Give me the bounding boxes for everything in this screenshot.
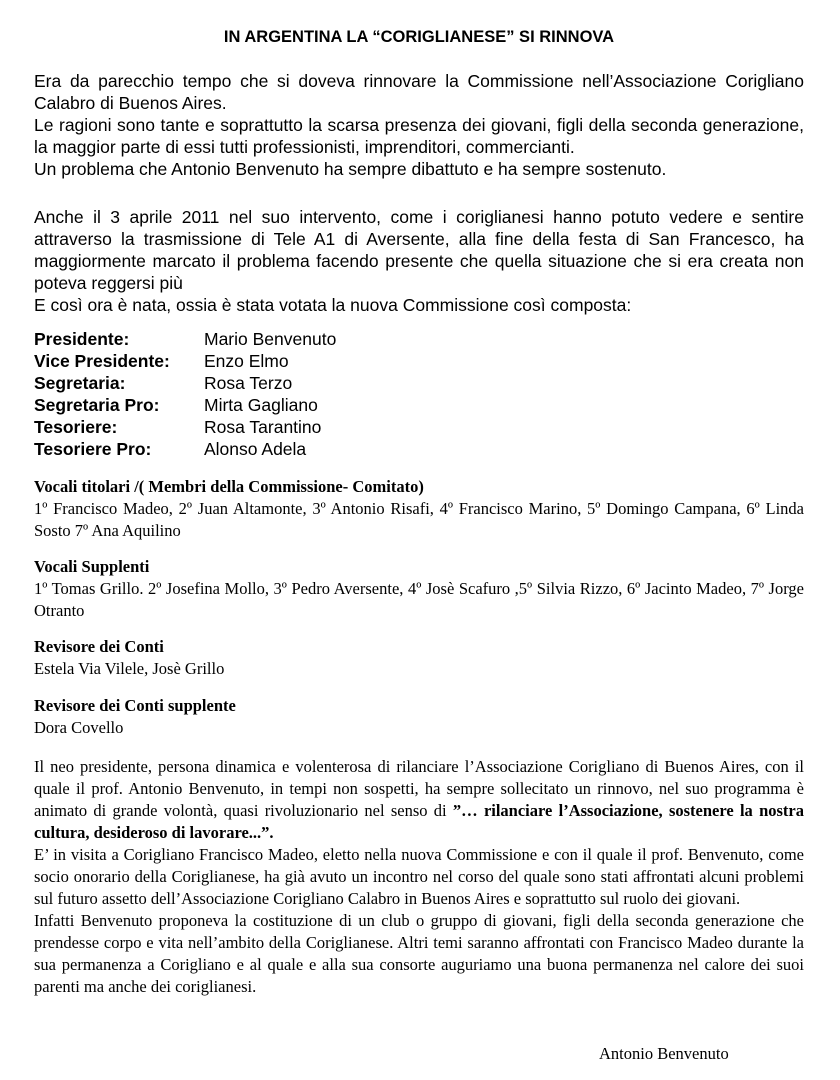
section-heading: Revisore dei Conti <box>34 637 164 656</box>
role-label: Tesoriere Pro: <box>34 439 152 459</box>
closing-paragraph-3: Infatti Benvenuto proponeva la costituzione di un club o gruppo di giovani, figli della seconda generazione che prendesse corpo e vita nell’ambito della Coriglianese. Altri temi saranno affrontati con Francisco Madeo durante la sua permanenza a Corigliano e al quale e alla sua consorte auguriamo una buona permanenza nel calore dei suoi parenti ma anche dei coriglianesi. <box>34 911 804 996</box>
role-row <box>34 350 804 372</box>
closing-paragraph-1 <box>34 756 804 844</box>
role-label: Vice Presidente: <box>34 351 170 371</box>
role-name: Mario Benvenuto <box>204 329 337 349</box>
intro-paragraph-4: Anche il 3 aprile 2011 nel suo intervento, come i coriglianesi hanno potuto vedere e sentire attraverso la trasmissione di Tele A1 di Aversente, alla fine della festa di San Francesco, ha maggiormente marcato il problema facendo presente che quella situazione che si era creata non poteva reggersi più <box>34 207 804 293</box>
role-name: Rosa Tarantino <box>204 417 322 437</box>
intro-paragraph-2: Le ragioni sono tante e soprattutto la scarsa presenza dei giovani, figli della seconda generazione, la maggior parte di essi tutti professionisti, imprenditori, commercianti. <box>34 115 804 157</box>
role-row <box>34 394 804 416</box>
section-heading: Vocali titolari /( Membri della Commissione- Comitato) <box>34 477 424 496</box>
closing-text: Il neo presidente, persona dinamica e volenterosa di rilanciare l’Associazione Corigliano di Buenos Aires, con il quale il prof. Antonio Benvenuto, in tempi non sospetti, ha sempre sollecitato un rinnovo, nel suo programma è animato di grande volontà, quasi rivoluzionario nel senso di <box>34 757 804 820</box>
role-name: Enzo Elmo <box>204 351 289 371</box>
role-row <box>34 328 804 350</box>
section-text: 1º Tomas Grillo. 2º Josefina Mollo, 3º Pedro Aversente, 4º Josè Scafuro ,5º Silvia Rizzo, 6º Jacinto Madeo, 7º Jorge Otranto <box>34 579 804 620</box>
closing-section <box>34 756 804 998</box>
intro-paragraph-3: Un problema che Antonio Benvenuto ha sempre dibattuto e ha sempre sostenuto. <box>34 159 667 179</box>
article-title: IN ARGENTINA LA “CORIGLIANESE” SI RINNOVA <box>223 28 615 46</box>
role-name: Mirta Gagliano <box>204 395 318 415</box>
role-label: Segretaria: <box>34 373 126 393</box>
intro-paragraph-1: Era da parecchio tempo che si doveva rinnovare la Commissione nell’Associazione Corigliano Calabro di Buenos Aires. <box>34 71 804 113</box>
section-text: Estela Via Vilele, Josè Grillo <box>34 659 225 678</box>
closing-paragraph-2: E’ in visita a Corigliano Francisco Madeo, eletto nella nuova Commissione e con il quale il prof. Benvenuto, come socio onorario della Coriglianese, ha già avuto un incontro nel corso del quale sono stati affrontati alcuni problemi sul futuro assetto dell’Associazione Corigliano Calabro in Buenos Aires e soprattutto sul ruolo dei giovani. <box>34 845 804 908</box>
role-row <box>34 372 804 394</box>
intro-section-2 <box>34 206 804 316</box>
intro-section <box>34 70 804 180</box>
closing-quote: ”… rilanciare l’Associazione, sostenere la nostra cultura, desideroso di lavorare...”. <box>34 801 805 842</box>
roles-list <box>34 328 804 460</box>
section-text: Dora Covello <box>34 718 124 737</box>
role-label: Presidente: <box>34 329 130 349</box>
signature: Antonio Benvenuto <box>599 1044 729 1063</box>
section-text: 1º Francisco Madeo, 2º Juan Altamonte, 3º Antonio Risafi, 4º Francisco Marino, 5º Domingo Campana, 6º Linda Sosto 7º Ana Aquilino <box>34 499 804 540</box>
vocali-titolari-section <box>34 476 804 542</box>
revisore-section <box>34 636 804 680</box>
role-row <box>34 416 804 438</box>
role-label: Tesoriere: <box>34 417 118 437</box>
role-name: Rosa Terzo <box>204 373 293 393</box>
section-heading: Revisore dei Conti supplente <box>34 696 236 715</box>
revisore-supplente-section <box>34 695 804 739</box>
vocali-supplenti-section <box>34 556 804 622</box>
intro-paragraph-5: E così ora è nata, ossia è stata votata la nuova Commissione così composta: <box>34 295 632 315</box>
section-heading: Vocali Supplenti <box>34 557 150 576</box>
role-name: Alonso Adela <box>204 439 307 459</box>
role-label: Segretaria Pro: <box>34 395 160 415</box>
role-row <box>34 438 804 460</box>
